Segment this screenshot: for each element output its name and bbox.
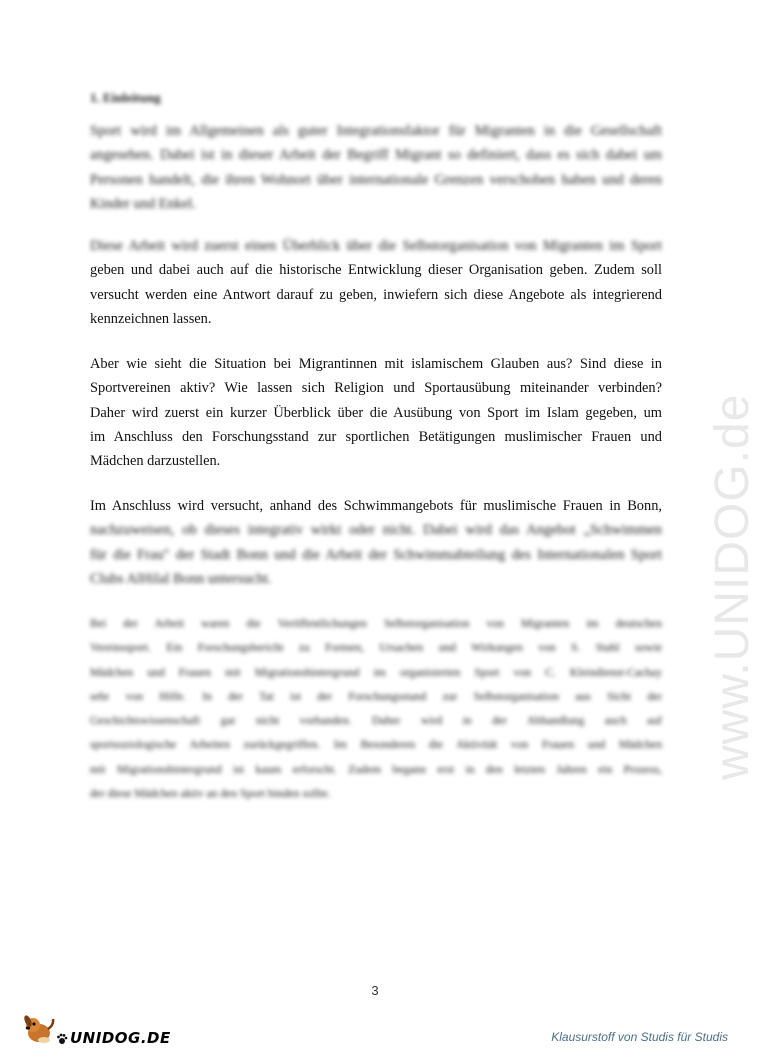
watermark: www.UNIDOG.de — [706, 393, 759, 780]
paragraph-line: Clubs AlHilal Bonn untersucht. — [90, 570, 272, 587]
paragraph-5 — [90, 612, 662, 806]
page-number: 3 — [371, 983, 379, 998]
paragraph-line: mit Migrationshintergrund ist kaum erforscht. Zudem begann erst in den letzten Jahren ein Prozess, — [90, 762, 662, 776]
paragraph-line: Aber wie sieht die Situation bei Migrantinnen mit islamischem Glauben aus? Sind diese in — [90, 356, 662, 372]
paragraph-line: Vereinssport. Ein Forschungsbericht zu Formen, Ursachen und Wirkungen von S. Stahl sowie — [90, 641, 662, 655]
paragraph-4 — [90, 494, 662, 591]
paragraph-3 — [90, 352, 662, 473]
paragraph-line: angesehen. Dabei ist in dieser Arbeit der Begriff Migrant so definiert, dass es sich dabei um — [90, 147, 662, 164]
paragraph-line: nachzuweisen, ob dieses integrativ wirkt oder nicht. Dabei wird das Angebot „Schwimmen — [90, 522, 662, 539]
paragraph-line: Daher wird zuerst ein kurzer Überblick über die Ausübung von Sport im Islam gegeben, um — [90, 404, 662, 421]
paragraph-line: Personen handelt, die ihren Wohnort über internationale Grenzen verschoben haben und deren — [90, 171, 662, 188]
paragraph-line: Mädchen darzustellen. — [90, 453, 221, 470]
paragraph-line: Geschichtswissenschaft gar nicht vorhanden. Daher wird in der Abhandlung auch auf — [90, 714, 662, 728]
paragraph-line: Sportvereinen aktiv? Wie lassen sich Religion und Sportausübung miteinander verbinden? — [90, 380, 662, 397]
paragraph-line: Kinder und Enkel. — [90, 195, 196, 212]
paragraph-line: im Anschluss den Forschungsstand zur sportlichen Betätigungen muslimischer Frauen und — [90, 428, 662, 445]
paragraph-line: Im Anschluss wird versucht, anhand des Schwimmangebots für muslimische Frauen in Bonn, — [90, 498, 662, 514]
paragraph-1 — [90, 119, 662, 216]
paragraph-line: kennzeichnen lassen. — [90, 310, 212, 327]
paragraph-line: Bei der Arbeit waren die Veröffentlichungen Selbstorganisation von Migranten im deutschen — [90, 617, 662, 630]
paragraph-line: versucht werden eine Antwort darauf zu geben, inwiefern sich diese Angebote als integrierend — [90, 286, 662, 303]
logo[interactable] — [22, 1014, 171, 1050]
paragraph-line: Sport wird im Allgemeinen als guter Integrationsfaktor für Migranten in die Gesellschaft — [90, 123, 662, 139]
paragraph-line: für die Frau" der Stadt Bonn und die Arbeit der Schwimmabteilung des Internationalen Sport — [90, 546, 662, 563]
paragraph-line: sehr von Hilfe. In der Tat ist der Forschungsstand zur Selbstorganisation aus Sicht der — [90, 689, 662, 703]
paragraph-2 — [90, 234, 662, 331]
paragraph-line: Mädchen und Frauen mit Migrationshintergrund im organisierten Sport von C. Kleindienst-Cachay — [90, 665, 662, 679]
dog-mascot-icon — [22, 1011, 56, 1050]
paw-icon — [56, 1032, 68, 1050]
paragraph-line: der diese Mädchen aktiv an den Sport binden sollte. — [90, 787, 331, 801]
paragraph-line: sportsoziologische Arbeiten zurückgegriffen. Im Besonderen die Aktivität von Frauen und Mädchen — [90, 738, 662, 752]
logo-text: UNIDOG.DE — [70, 1029, 171, 1047]
paragraph-line: Diese Arbeit wird zuerst einen Überblick über die Selbstorganisation von Migranten im Sport — [90, 238, 662, 254]
footer-slogan: Klausurstoff von Studis für Studis — [551, 1030, 728, 1044]
section-heading: 1. Einleitung — [90, 90, 161, 105]
paragraph-line: geben und dabei auch auf die historische Entwicklung dieser Organisation geben. Zudem soll — [90, 262, 662, 279]
